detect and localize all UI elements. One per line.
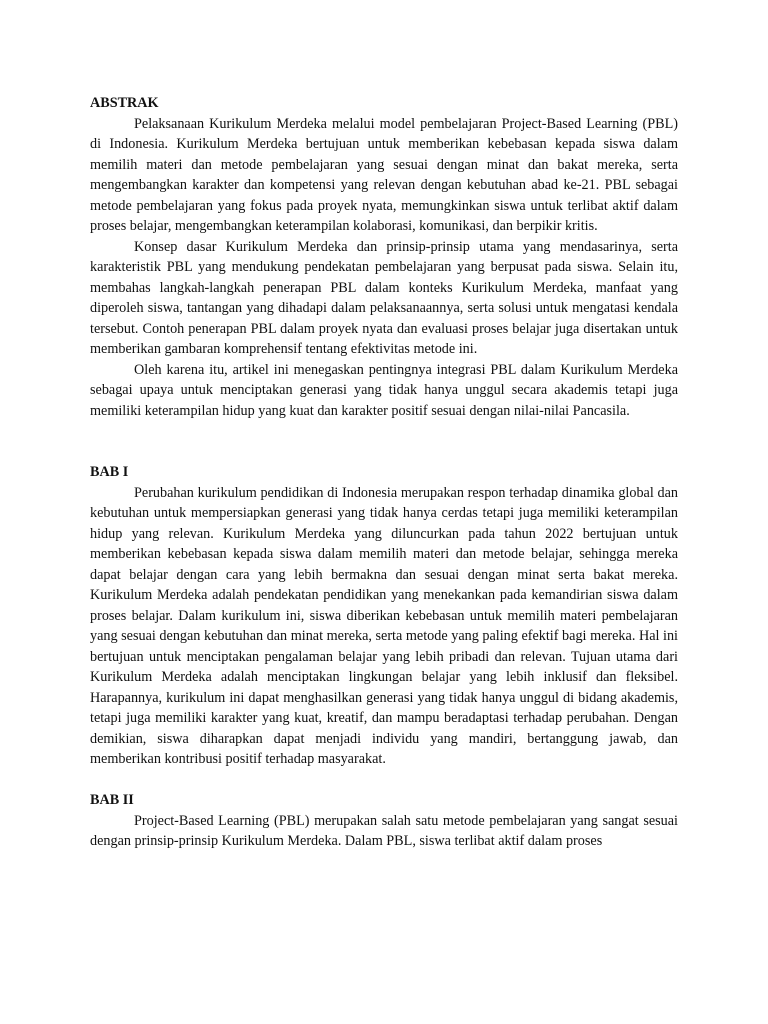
paragraph: Perubahan kurikulum pendidikan di Indonesia merupakan respon terhadap dinamika global dan kebutuhan untuk mempersiapkan generasi yang tidak hanya cerdas tetapi juga memiliki keterampilan hidup yang relevan. Kurikulum Merdeka yang diluncurkan pada tahun 2022 bertujuan untuk memberikan kebebasan kepada siswa dalam memilih materi dan metode belajar, sehingga mereka dapat belajar dengan cara yang lebih bermakna dan sesuai dengan minat serta bakat mereka. Kurikulum Merdeka adalah pendekatan pendidikan yang menekankan pada kemandirian siswa dalam proses belajar. Dalam kurikulum ini, siswa diberikan kebebasan untuk memilih materi pembelajaran yang sesuai dengan kebutuhan dan minat mereka, serta metode yang paling efektif bagi mereka. Hal ini bertujuan untuk menciptakan pengalaman belajar yang lebih pribadi dan relevan. Tujuan utama dari Kurikulum Merdeka adalah menciptakan lingkungan belajar yang lebih inklusif dan fleksibel. Harapannya, kurikulum ini dapat menghasilkan generasi yang tidak hanya unggul di bidang akademis, tetapi juga memiliki karakter yang kuat, kreatif, dan mampu beradaptasi terhadap perubahan. Dengan demikian, siswa diharapkan dapat menjadi individu yang mandiri, bertanggung jawab, dan memberikan kontribusi positif terhadap masyarakat. (90, 484, 678, 767)
paragraph: Konsep dasar Kurikulum Merdeka dan prinsip-prinsip utama yang mendasarinya, serta karakteristik PBL yang mendukung pendekatan pembelajaran yang berpusat pada siswa. Selain itu, membahas langkah-langkah penerapan PBL dalam konteks Kurikulum Merdeka, manfaat yang diperoleh siswa, tantangan yang dihadapi dalam pelaksanaannya, serta solusi untuk mengatasi kendala tersebut. Contoh penerapan PBL dalam proyek nyata dan evaluasi proses belajar juga disertakan untuk memberikan gambaran komprehensif tentang efektivitas metode ini. (90, 238, 678, 357)
paragraph: Oleh karena itu, artikel ini menegaskan pentingnya integrasi PBL dalam Kurikulum Merdeka sebagai upaya untuk menciptakan generasi yang tidak hanya unggul secara akademis tetapi juga memiliki keterampilan hidup yang kuat dan karakter positif sesuai dengan nilai-nilai Pancasila. (90, 361, 678, 419)
section-heading: BAB I (90, 464, 129, 480)
section-abstrak (90, 93, 678, 421)
paragraph: Project-Based Learning (PBL) merupakan salah satu metode pembelajaran yang sangat sesuai dengan prinsip-prinsip Kurikulum Merdeka. Dalam PBL, siswa terlibat aktif dalam proses (90, 812, 678, 849)
section-bab-1 (90, 462, 678, 770)
spacer (90, 770, 678, 791)
paragraph: Pelaksanaan Kurikulum Merdeka melalui model pembelajaran Project-Based Learning (PBL) di Indonesia. Kurikulum Merdeka bertujuan untuk memberikan kebebasan kepada siswa dalam memilih materi dan metode pembelajaran yang sesuai dengan minat dan bakat mereka, serta mengembangkan karakter dan kompetensi yang relevan dengan kebutuhan abad ke-21. PBL sebagai metode pembelajaran yang fokus pada proyek nyata, memungkinkan siswa untuk terlibat aktif dalam proses belajar, mengembangkan keterampilan kolaborasi, komunikasi, dan berpikir kritis. (90, 115, 678, 234)
section-bab-2 (90, 790, 678, 852)
section-heading: BAB II (90, 792, 134, 808)
spacer (90, 421, 678, 462)
document-page (90, 93, 678, 852)
section-heading: ABSTRAK (90, 95, 159, 111)
